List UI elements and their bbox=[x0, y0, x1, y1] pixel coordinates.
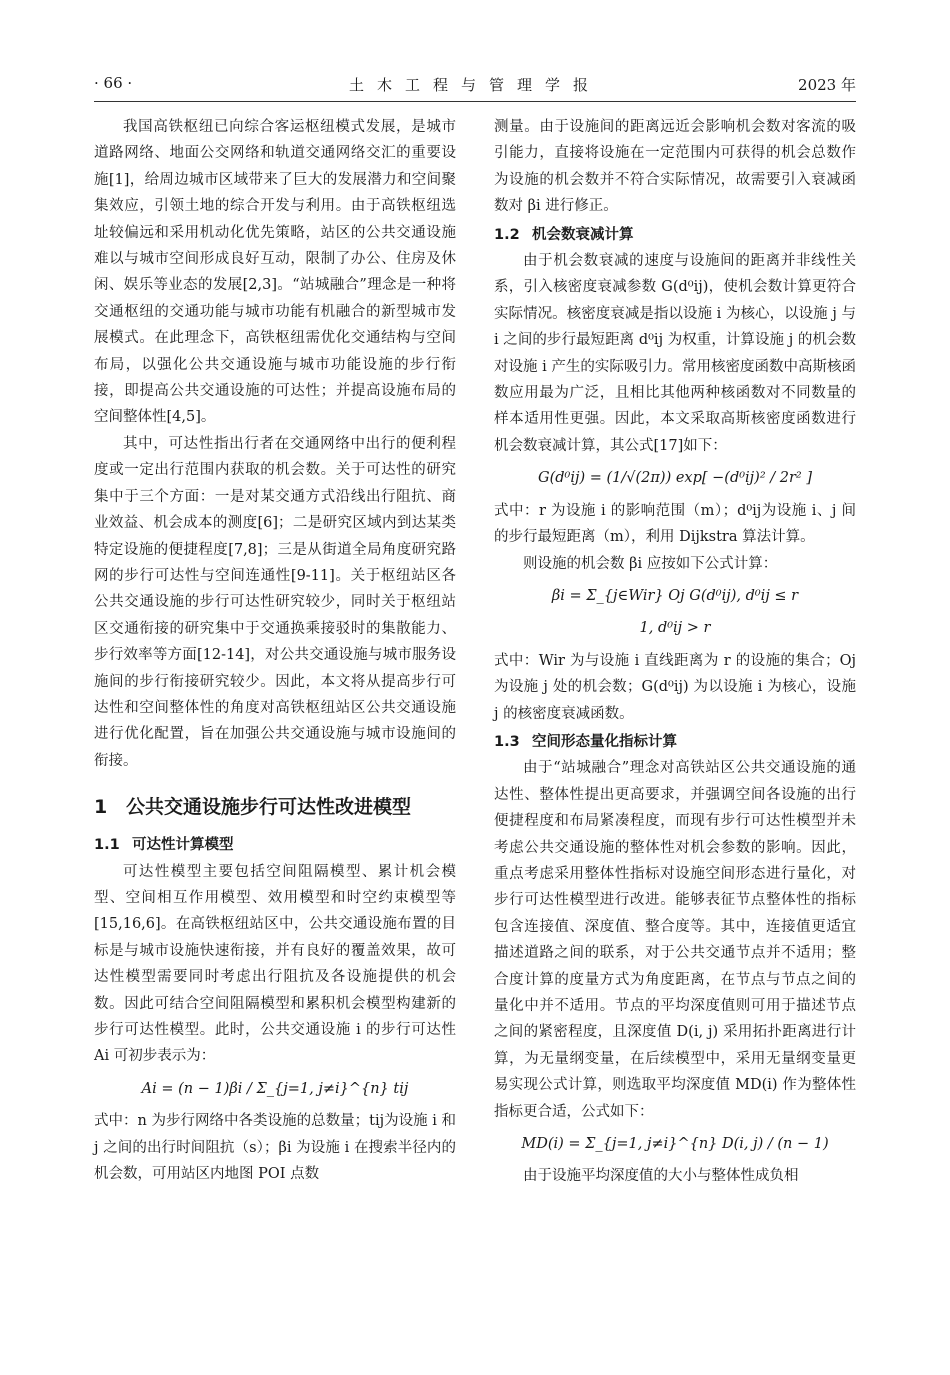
paragraph: 测量。由于设施间的距离远近会影响机会数对客流的吸引能力，直接将设施在一定范围内可获得的机会总数作为设施的机会数并不符合实际情况，故需要引入衰减函数对 βi 进行修正。 bbox=[494, 119, 856, 215]
equation-mean-depth: MD(i) = Σ_{j=1, j≠i}^{n} D(i, j) / (n − 1) bbox=[521, 1136, 829, 1153]
paragraph: 由于机会数衰减的速度与设施间的距离并非线性关系，引入核密度衰减参数 G(d⁰ij)，使机会数计算更符合实际情况。核密度衰减是指以设施 i 为核心，以设施 j 与 i 之间的步行最短距离 d⁰ij 为权重，计算设施 j 的机会数对设施 i 产生的实际吸引力。常用核密度函数中高斯核函数应用最为广泛，且相比其他两种核函数对不同数量的样本适用性更强。因此，本文采取高斯核密度函数进行机会数衰减计算，其公式[17]如下： bbox=[494, 253, 856, 454]
paragraph: 我国高铁枢纽已向综合客运枢纽模式发展，是城市道路网络、地面公交网络和轨道交通网络交汇的重要设施[1]，给周边城市区域带来了巨大的发展潜力和空间聚集效应，引领土地的综合开发与利用。由于高铁枢纽选址较偏远和采用机动化优先策略，站区的公共交通设施难以与城市空间形成良好互动，限制了办公、住房及休闲、娱乐等业态的发展[2,3]。“站城融合”理念是一种将交通枢纽的交通功能与城市功能有机融合的新型城市发展模式。在此理念下，高铁枢纽需优化交通结构与空间布局，以强化公共交通设施与城市功能设施的步行衔接，即提高公共交通设施的可达性；并提高设施布局的空间整体性[4,5]。 bbox=[94, 119, 456, 426]
section-title: 公共交通设施步行可达性改进模型 bbox=[126, 796, 412, 819]
subsection-title: 空间形态量化指标计算 bbox=[532, 733, 677, 750]
running-header bbox=[94, 74, 856, 100]
subsection-number: 1.3 bbox=[494, 733, 520, 750]
paragraph: 式中：Wir 为与设施 i 直线距离为 r 的设施的集合；Oj 为设施 j 处的机会数；G(d⁰ij) 为以设施 i 为核心，设施 j 的核密度衰减函数。 bbox=[494, 652, 856, 722]
paragraph: 由于“站城融合”理念对高铁站区公共交通设施的通达性、整体性提出更高要求，并强调空间各设施的出行便捷程度和布局紧凑程度，而现有步行可达性模型并未考虑公共交通设施的整体性对机会参数的影响。因此，重点考虑采用整体性指标对设施空间形态进行量化，对步行可达性模型进行改进。能够表征节点整体性的指标包含连接值、深度值、整合度等。其中，连接值更适宜描述道路之间的联系，对于公共交通节点并不适用；整合度计算的度量方式为角度距离，在节点与节点之间的量化中并不适用。节点的平均深度值则可用于描述节点之间的紧密程度，且深度值 D(i, j) 采用拓扑距离进行计算，为无量纲变量，在后续模型中，采用无量纲变量更易实现公式计算，则选取平均深度值 MD(i) 作为整体性指标更合适，公式如下： bbox=[494, 760, 856, 1120]
year: 2023 年 bbox=[798, 76, 856, 94]
header-rule bbox=[94, 101, 856, 102]
subsection-number: 1.2 bbox=[494, 226, 520, 243]
subsection-heading bbox=[94, 832, 456, 858]
subsection-title: 可达性计算模型 bbox=[132, 837, 234, 854]
paragraph: 其中，可达性指出行者在交通网络中出行的便利程度或一定出行范围内获取的机会数。关于可达性的研究集中于三个方面：一是对某交通方式沿线出行阻抗、商业效益、机会成本的测度[6]；二是研究区域内到达某类特定设施的便捷程度[7,8]；三是从街道全局角度研究路网的步行可达性与空间连通性[9-11]。关于枢纽站区各公共交通设施的步行可达性研究较少，同时关于枢纽站区交通衔接的研究集中于交通换乘接驳时的集散能力、步行效率等方面[12-14]，对公共交通设施与城市服务设施间的步行衔接研究较少。因此，本文将从提高步行可达性和空间整体性的角度对高铁枢纽站区公共交通设施进行优化配置，旨在加强公共交通设施与城市设施间的衔接。 bbox=[94, 435, 456, 769]
paragraph: 式中：n 为步行网络中各类设施的总数量；tij为设施 i 和 j 之间的出行时间阻抗（s）；βi 为设施 i 在搜索半径内的机会数，可用站区内地图 POI 点数 bbox=[94, 1113, 456, 1183]
subsection-heading bbox=[494, 222, 856, 248]
subsection-heading bbox=[494, 729, 856, 755]
paragraph: 式中：r 为设施 i 的影响范围（m）；d⁰ij为设施 i、j 间的步行最短距离（m），利用 Dijkstra 算法计算。 bbox=[494, 502, 856, 546]
journal-title: 土木工程与管理学报 bbox=[348, 76, 601, 94]
right-column bbox=[494, 114, 856, 1190]
subsection-title: 机会数衰减计算 bbox=[532, 226, 634, 243]
page-number: · 66 · bbox=[94, 74, 133, 92]
paragraph: 则设施的机会数 βi 应按如下公式计算： bbox=[523, 555, 778, 572]
left-column bbox=[94, 114, 456, 1187]
equation-opportunity-case2: 1, d⁰ij > r bbox=[639, 620, 711, 637]
equation-opportunity-case1: βi = Σ_{j∈Wir} Oj G(d⁰ij), d⁰ij ≤ r bbox=[551, 587, 799, 604]
section-heading bbox=[94, 792, 456, 822]
paragraph: 可达性模型主要包括空间阻隔模型、累计机会模型、空间相互作用模型、效用模型和时空约束模型等[15,16,6]。在高铁枢纽站区中，公共交通设施布置的目标是与城市设施快速衔接，并有良好的覆盖效果，故可达性模型需要同时考虑出行阻抗及各设施提供的机会数。因此可结合空间阻隔模型和累积机会模型构建新的步行可达性模型。此时，公共交通设施 i 的步行可达性 Ai 可初步表示为： bbox=[94, 863, 456, 1065]
paragraph: 由于设施平均深度值的大小与整体性成负相 bbox=[523, 1168, 799, 1185]
subsection-number: 1.1 bbox=[94, 837, 120, 854]
section-number: 1 bbox=[94, 796, 108, 819]
equation-accessibility: Ai = (n − 1)βi / Σ_{j=1, j≠i}^{n} tij bbox=[141, 1080, 409, 1097]
equation-gaussian-kernel: G(d⁰ij) = (1/√(2π)) exp[ −(d⁰ij)² / 2r² ] bbox=[538, 470, 812, 487]
